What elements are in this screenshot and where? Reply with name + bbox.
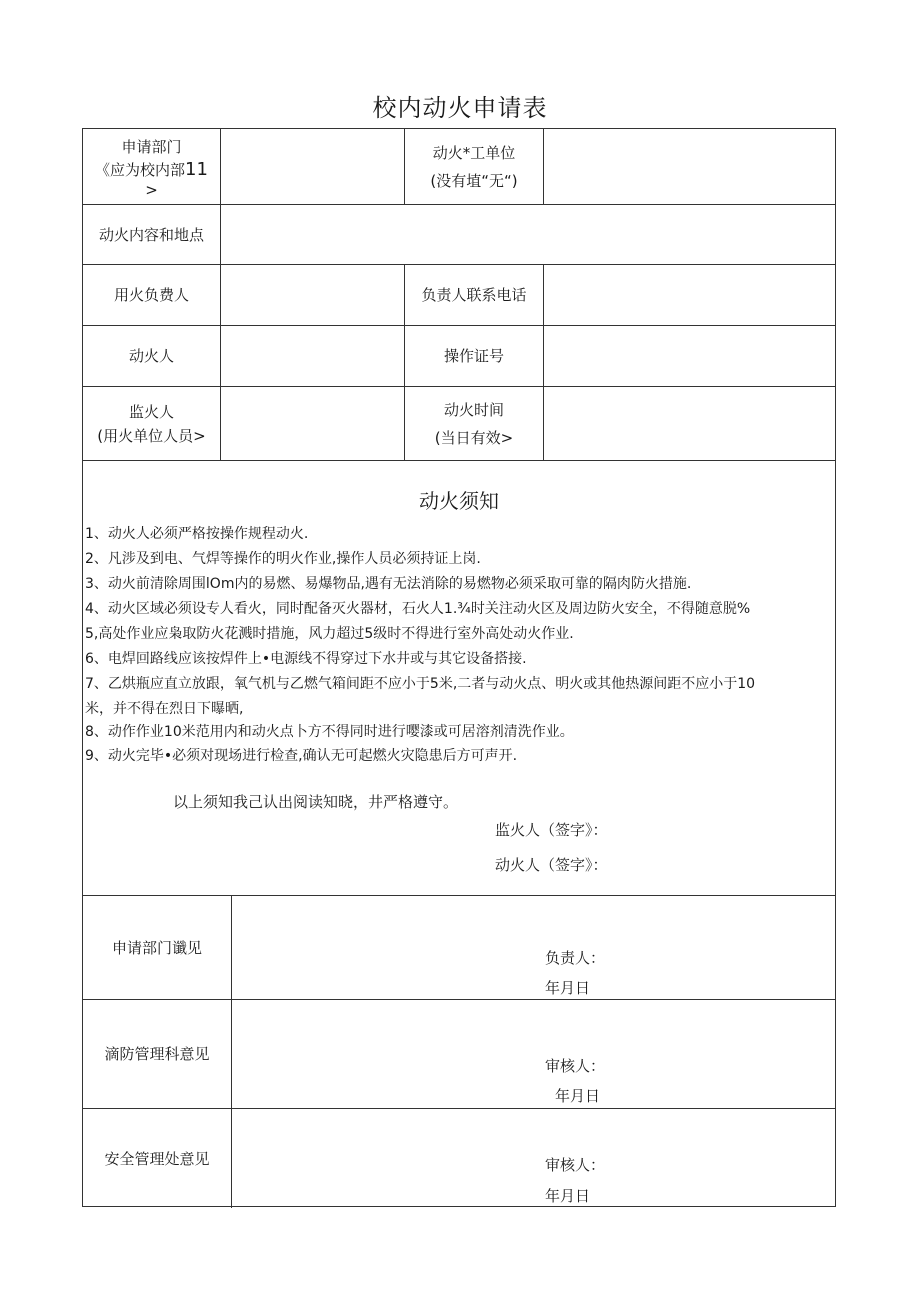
unit-label-line2: (没有埴“无“) bbox=[430, 171, 518, 190]
supervisor-value[interactable] bbox=[221, 387, 404, 460]
row-divider bbox=[83, 460, 835, 461]
time-label-line2: (当日有效> bbox=[434, 428, 514, 447]
dept-opinion-label: 申请部门谶见 bbox=[111, 938, 202, 957]
notice-item: 8、动作作业10米范用内和动火点卜方不得同时进行嘤漆或可居溶剂清洗作业。 bbox=[85, 724, 574, 740]
safety-opinion-date: 年月日 bbox=[545, 1187, 591, 1205]
notice-item: 7、乙烘瓶应直立放跟，氧气机与乙燃气箱间距不应小于5米,二者与动火点、明火或其他热源间距不应小于10 bbox=[85, 676, 756, 692]
worker-value[interactable] bbox=[221, 326, 404, 386]
dept-opinion-date: 年月日 bbox=[545, 979, 591, 997]
dept-label-line3: > bbox=[145, 180, 158, 199]
dept-value[interactable] bbox=[221, 129, 404, 204]
dept-label-line1: 申请部门 bbox=[121, 137, 182, 156]
time-label bbox=[405, 387, 543, 460]
fire-dept-opinion-label: 滴防管理科意见 bbox=[104, 1045, 210, 1063]
notice-item: 米，并不得在烈日下曝晒, bbox=[85, 701, 244, 717]
responsible-value[interactable] bbox=[221, 265, 404, 325]
safety-opinion-signer: 审核人： bbox=[545, 1156, 606, 1174]
col-divider bbox=[231, 895, 232, 1208]
cert-value[interactable] bbox=[544, 326, 836, 386]
dept-opinion-signer: 负责人： bbox=[545, 949, 606, 967]
worker-signature-label: 动火人（签字》： bbox=[495, 856, 608, 874]
notice-item: 5,高处作业应枭取防火花溅时措施，风力超过5级时不得进行室外高处动火作业. bbox=[85, 626, 574, 642]
notice-item: 3、动火前清除周围lOm内的易燃、易爆物品,遇有无法消除的易燃物必须采取可靠的隔肉防火措施. bbox=[85, 576, 692, 592]
supervisor-label-line2: (用火单位人员> bbox=[97, 426, 206, 445]
time-value[interactable] bbox=[544, 387, 836, 460]
phone-value[interactable] bbox=[544, 265, 836, 325]
dept-label bbox=[83, 129, 220, 204]
supervisor-label bbox=[83, 387, 220, 460]
unit-label-line1: 动火*工单位 bbox=[432, 143, 516, 162]
safety-opinion-label: 安全管理处意见 bbox=[104, 1149, 210, 1168]
responsible-label: 用火负费人 bbox=[113, 286, 189, 304]
notice-item: 1、动火人必须严格按操作规程动火. bbox=[85, 526, 309, 542]
unit-value[interactable] bbox=[544, 129, 836, 204]
content-value[interactable] bbox=[221, 205, 836, 264]
fire-dept-opinion-date: 年月日 bbox=[555, 1087, 601, 1105]
notice-item: 2、凡涉及到电、气焊等操作的明火作业,操作人员必须持证上岗. bbox=[85, 551, 481, 567]
time-label-line1: 动火时间 bbox=[443, 400, 504, 419]
supervisor-signature-label: 监火人（签字》： bbox=[495, 821, 608, 839]
acknowledgement: 以上须知我己认出阅读知晓，井严格遵守。 bbox=[173, 793, 459, 811]
notice-item: 9、动火完毕•必须对现场进行检查,确认无可起燃火灾隐患后方可声开. bbox=[85, 748, 518, 764]
notice-item: 4、动火区域必须设专人看火，同时配备灭火器材，石火人1.¾时关注动火区及周边防火安全，不得随意脱% bbox=[85, 601, 751, 617]
page-title: 校内动火申请表 bbox=[372, 94, 548, 122]
worker-label: 动火人 bbox=[128, 347, 174, 365]
cert-label: 操作证号 bbox=[443, 347, 504, 365]
application-form bbox=[82, 128, 836, 1207]
unit-label bbox=[405, 129, 543, 204]
content-label: 动火内容和地点 bbox=[98, 225, 204, 244]
supervisor-label-line1: 监火人 bbox=[128, 402, 174, 421]
notice-item: 6、电焊回路线应该按焊件上•电源线不得穿过下水井或与其它设备搭接. bbox=[85, 651, 527, 667]
notice-title: 动火须知 bbox=[419, 489, 499, 513]
fire-dept-opinion-signer: 审核人： bbox=[545, 1057, 606, 1075]
phone-label: 负责人联系电话 bbox=[421, 286, 527, 304]
dept-label-line2: 《应为校内部11 bbox=[95, 158, 208, 180]
